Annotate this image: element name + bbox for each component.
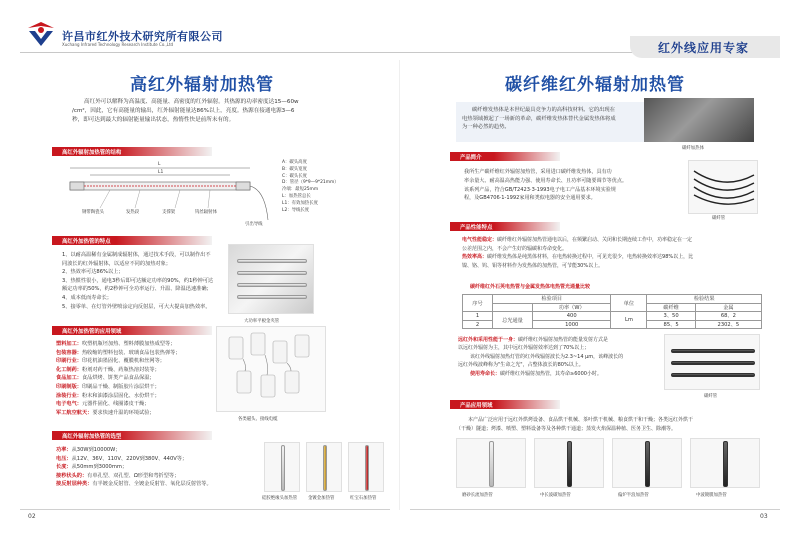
- far-ir-item: 以远红外辐射为主，其中远红外辐射效率达到了70%以上；: [458, 345, 590, 352]
- section-app-title: 产品应用领域: [460, 403, 493, 409]
- structure-diagram: [50, 160, 400, 230]
- app-photo-4: [690, 438, 760, 488]
- tube-shape: [671, 361, 755, 365]
- application-item: 电子电气：元器件固化、线圈漆皮干燥；: [56, 401, 150, 408]
- tube-shape: [323, 445, 327, 491]
- app-photo-2: [534, 438, 604, 488]
- table-row: 2 1000 85、5 2302、5: [463, 320, 762, 329]
- section-applications-title: 高红外加热管的应用领域: [62, 329, 122, 335]
- tube-shape: [237, 283, 307, 287]
- td-item: 总光通量: [493, 312, 533, 329]
- left-page-title: 高红外辐射加热管: [130, 75, 274, 95]
- app-line: 本产品广泛应用于远红外烘烤设备、食品烘干机械、茶叶烘干机械、粮食烘干和干燥；各类远红外烘干: [468, 417, 694, 423]
- tube-shape: [567, 441, 572, 487]
- th-unit: 单位: [611, 295, 647, 312]
- feature-item: 热效率高：碳纤维发热体是纯黑体材料，在电热转换过程中，可见光很少，电热转换效率达98%以上，比: [462, 254, 694, 261]
- fiber-photo: [688, 160, 758, 214]
- far-ir-list: [458, 336, 623, 378]
- feature-line: 1、以耐高温稀有金属制成辐射体，通过技术手段，可以制作出不: [62, 252, 211, 258]
- lead-label: 引出导线: [245, 222, 263, 227]
- legend-item: B：碳头宽度: [282, 166, 307, 172]
- th-metal: 金属: [695, 303, 761, 312]
- models-list: [56, 446, 212, 489]
- section-features-title: 高红外加热管的特点: [62, 239, 111, 245]
- section-right-features-bar: [450, 222, 560, 231]
- connectors-photo: [216, 326, 326, 412]
- intro-line: 该系列产品，符合GB/T2423·3-1993电子电工产品基本环境实验规: [464, 186, 616, 193]
- section-intro-title: 产品简介: [460, 155, 482, 161]
- legend-item: D：管径（9*9—9*21mm）: [282, 180, 339, 186]
- tube-shape: [237, 259, 307, 263]
- section-right-features-title: 产品性能特点: [460, 225, 493, 231]
- section-structure-bar: [52, 147, 212, 156]
- application-item: 涂装行业：粉末和油漆涂层固化、水份烘干；: [56, 392, 160, 399]
- carbon-body-caption: 碳纤加热体: [682, 146, 704, 151]
- tube-shape: [671, 349, 755, 353]
- feature-item: 电气性能稳定：碳纤维红外辐射加热管通电以后，在频繁启动、关闭和长期连续工作中，功率稳定在一定: [462, 237, 693, 243]
- carbon-body-photo: [644, 98, 754, 142]
- page-gutter: [399, 60, 400, 510]
- feature-item: 镍、铬、钨、钼等材料作为发热体的加热管，可节能30%以上。: [462, 262, 604, 269]
- right-intro-line: 电热领域掀起了一场新的革命，碳纤维发热体替代金属发热体将成: [462, 115, 616, 122]
- app-caption: 磨砂长流加热管: [462, 493, 493, 498]
- feature-item: 公差范围之内，不会产生好的辐碳和寿命变化。: [462, 245, 568, 252]
- th-power: 功率（W）: [533, 303, 611, 312]
- tube-shape: [645, 441, 650, 487]
- part-label: 支撑架: [162, 210, 176, 215]
- tube-shape: [723, 441, 728, 487]
- far-ir-item: 该红外线辐射加热灯管的红外线辐射波长为2.3~14 μm，该峰波长的: [470, 353, 624, 360]
- far-ir-item: 远红外线波峰称为"生命之光"，占整体波长的80%以上。: [458, 362, 584, 369]
- right-intro-line: 碳纤维发热体是本世纪最具竞争力的高科技材料。它的出现在: [472, 107, 616, 113]
- tube-shape: [237, 271, 307, 275]
- app-caption: 中波镀膜加热管: [696, 493, 727, 498]
- left-intro: [72, 98, 372, 125]
- comparison-table: [462, 294, 762, 329]
- section-features-bar: [52, 236, 212, 245]
- part-label: 钨丝辐射体: [195, 210, 217, 215]
- intro-line: 率余量大、耐高温高热能力强、使用寿命长、且功率可随要调节等优点。: [464, 177, 628, 184]
- product-intro: [464, 168, 627, 203]
- model-item: 长度：从50mm到3000mm；: [56, 464, 128, 471]
- legend-item: 冷端：最短25mm: [282, 187, 319, 193]
- model-caption: 红宝石加热管: [350, 496, 377, 501]
- legend-item: L：加热管总长: [282, 193, 311, 199]
- left-intro-line: 秒，即可达到最大的辐射能量输出状态，热惰性快是前所未有的。: [72, 117, 235, 123]
- model-item: 接反射层种类：有半镀金反射管、全镀金反射管、氧化层反射管等。: [56, 481, 212, 488]
- feature-line: 额定功率的50%，约2秒钟可全功率运行、升温、降温迅速准确；: [62, 286, 212, 293]
- intro-line: 程，及GB4706·1-1992家用和类似电器的安全通用要求。: [464, 195, 596, 202]
- app-photo-3: [612, 438, 682, 488]
- model-photo-3: [348, 442, 384, 492]
- page-number-left: 02: [28, 513, 36, 520]
- section-models-title: 高红外辐射加热管的选型: [62, 434, 122, 440]
- tube-shape: [365, 445, 369, 491]
- comparison-table-title: 碳纤维红外石英电热管与金属发热体电热管光通量比较: [470, 284, 591, 290]
- connectors-caption: 各类磁头、接线电缆: [238, 417, 278, 422]
- page-header: [0, 0, 800, 60]
- app-caption: 中长波碳加热管: [540, 493, 571, 498]
- feature-line: 2、热效率可达86%以上；: [62, 269, 124, 276]
- th-result: 检验结果: [647, 295, 762, 304]
- model-photo-2: [306, 442, 342, 492]
- section-models-bar: [52, 431, 212, 440]
- application-item: 包装容器：热收缩的塑料包装、玻璃食品包装热弹等；: [56, 349, 181, 356]
- part-label: 钢带陶瓷头: [82, 210, 104, 215]
- feature-line: 5、接零单、在灯管外壁喷涂定向反射层，可大大提高加热效率。: [62, 303, 211, 310]
- flat-tube-caption: 大功率平板金夹管: [244, 319, 280, 324]
- application-item: 印刷制版：印刷品干燥、制版胶片涂层烘干；: [56, 383, 160, 390]
- page-number-right: 03: [760, 513, 768, 520]
- feature-line: 3、热惯性很小，通电3秒后即可达额定功率的90%，约1秒钟可达: [62, 277, 214, 284]
- app-photo-1: [456, 438, 526, 488]
- tube-shape: [671, 373, 755, 377]
- application-item: 化工制药：粉剂对药干燥、药瓶热溶封装等；: [56, 366, 160, 373]
- feature-line: 同波长的红外辐射体，以适应不同的加热对象；: [62, 260, 171, 267]
- feature-line: 4、成本低而寿命长；: [62, 294, 112, 301]
- legend-item: C：碳头长度: [282, 173, 308, 179]
- diagram-legend: [282, 160, 339, 214]
- app-line: （干燥）隧道；烤漆、喷塑、塑料设备等及各种烘干通道；蒸发火焰保温种植、医务卫生、除潮等。: [456, 425, 677, 432]
- th-seq: 序号: [463, 295, 493, 312]
- left-intro-line: 高红外可以解释为高温度、高能量、高密度的红外辐射。其热源的功率密度达15—60w: [84, 99, 299, 105]
- model-photo-1: [264, 442, 300, 492]
- fiber-caption: 碳纤管: [712, 216, 726, 221]
- table-row: 1 总光通量 400 Lm 3、50 68、2: [463, 312, 762, 321]
- th-blank: [493, 303, 533, 312]
- model-item: 电压：从12V、36V、110V、220V到380V、440V等；: [56, 455, 188, 462]
- part-label: 发热段: [126, 210, 140, 215]
- model-caption: 硅胶绝缘头加热管: [262, 496, 298, 501]
- section-structure-title: 高红外辐射加热管的结构: [62, 150, 122, 156]
- model-caption: 金镀金加热管: [308, 496, 335, 501]
- intro-line: 我所生产碳纤维红外辐射加热管，采用进口碳纤维发热体，具有功: [464, 169, 612, 175]
- right-features-list: [462, 236, 693, 270]
- section-intro-bar: [450, 152, 560, 161]
- legend-item: L1：有效加热长度: [282, 200, 318, 206]
- dim-l-label: L: [158, 162, 161, 167]
- applications-list: [56, 340, 181, 417]
- footer-divider-right: [410, 509, 780, 510]
- th-carbon: 碳纤维: [647, 303, 695, 312]
- tube-shape: [281, 445, 285, 491]
- application-item: 食品加工：食品烘烤、饼类产品食品保温；: [56, 375, 155, 382]
- td-unit: Lm: [611, 312, 647, 329]
- company-logo-icon: [26, 20, 56, 48]
- company-name-en: Xuchang Infrared Technology Research Institute Co.,Ltd: [62, 42, 174, 47]
- left-features-list: [62, 251, 213, 311]
- application-item: 军工航空航天：要求快速升温的环境试验；: [56, 409, 155, 416]
- legend-item: L2：导线长度: [282, 207, 310, 213]
- footer-divider-left: [20, 509, 390, 510]
- right-page-title: 碳纤维红外辐射加热管: [505, 75, 685, 95]
- application-item: 塑料加工：吹塑机瓶坯加热、塑料薄膜加热成型等；: [56, 341, 176, 347]
- carbon-tube-photo: [664, 334, 760, 390]
- right-intro-line: 为一种必然的趋势。: [462, 124, 510, 131]
- far-ir-item: 远红外和采用性能于一身：碳纤维红外辐射加热管的能量发射方式是: [458, 337, 609, 343]
- company-name-cn: 许昌市红外技术研究所有限公司: [62, 30, 223, 43]
- section-applications-bar: [52, 326, 212, 335]
- section-app-bar: [450, 400, 560, 409]
- left-intro-line: /cm²，因此，它有高能量的输出，红外辐射能量达86%以上，亮度。热源在接通电源3—6: [72, 108, 295, 114]
- tube-shape: [489, 441, 494, 487]
- app-caption: 偏炉半浪加热管: [618, 493, 649, 498]
- model-item: 功率：从30W到10000W；: [56, 447, 121, 453]
- app-text: [456, 416, 693, 433]
- carbon-tube-caption: 碳纤管: [704, 394, 718, 399]
- flat-tube-photo: [228, 244, 314, 314]
- tube-shape: [237, 295, 307, 299]
- far-ir-item: 使用寿命长：碳纤维红外辐射加热管，其寿命≥6000小时。: [470, 370, 602, 377]
- tube-structure-drawing: [50, 160, 400, 230]
- fiber-drawing: [689, 161, 759, 215]
- model-item: 接秒状头的：有单孔型、双孔型、Ω形型和弯折型等；: [56, 472, 180, 479]
- dim-l1-label: L1: [158, 170, 164, 175]
- legend-item: A：碳头高度: [282, 160, 307, 165]
- connectors-drawing: [217, 327, 327, 413]
- th-item: 检验项目: [493, 295, 611, 304]
- slogan: 红外线应用专家: [658, 41, 750, 55]
- application-item: 印刷行业：印花机油墨固化、覆膜机和丝网等；: [56, 358, 165, 365]
